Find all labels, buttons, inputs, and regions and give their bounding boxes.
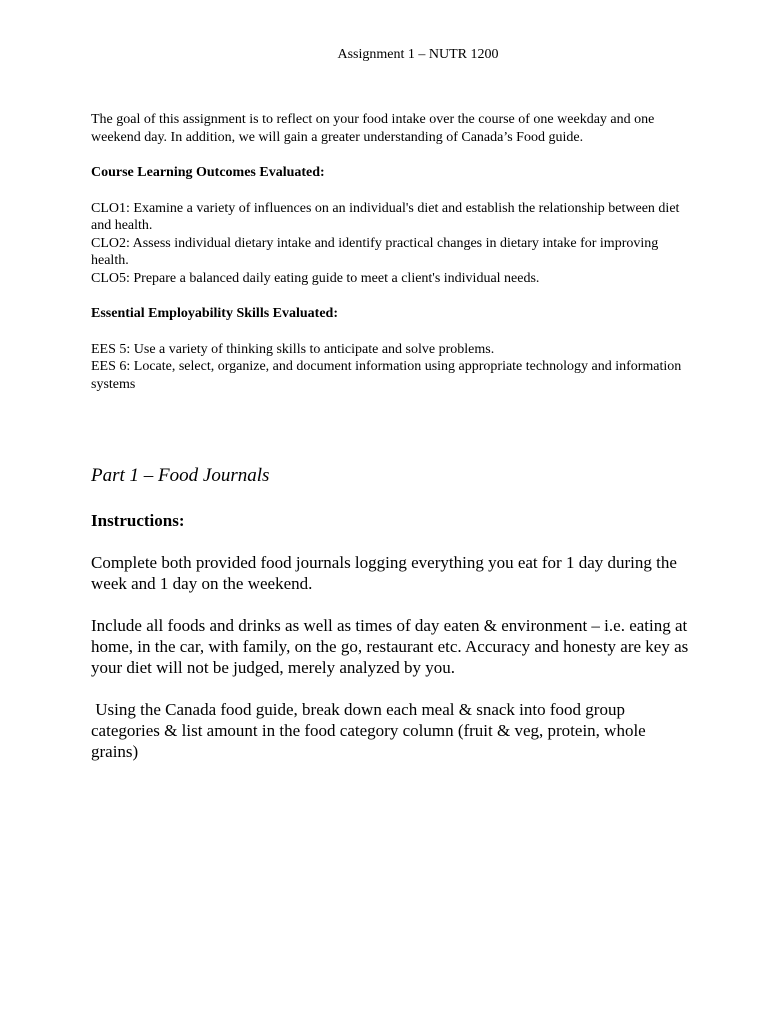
ees-heading: Essential Employability Skills Evaluated: xyxy=(91,306,338,321)
instruction-paragraph-1: Complete both provided food journals logging everything you eat for 1 day during the week and 1 day on the weekend. xyxy=(91,553,677,593)
page-header-title: Assignment 1 – NUTR 1200 xyxy=(337,47,499,62)
instruction-paragraph-3: Using the Canada food guide, break down each meal & snack into food group categories & list amount in the food category column (fruit & veg, protein, whole grains) xyxy=(91,700,650,761)
instructions-heading: Instructions: xyxy=(91,511,185,530)
document-body xyxy=(91,111,691,762)
clo-item-1: CLO1: Examine a variety of influences on an individual's diet and establish the relationship between diet and health. xyxy=(91,200,680,233)
ees-item-6: EES 6: Locate, select, organize, and document information using appropriate technology and information systems xyxy=(91,359,682,392)
clo-item-2: CLO2: Assess individual dietary intake and identify practical changes in dietary intake for improving health. xyxy=(91,235,659,268)
part-1-title: Part 1 – Food Journals xyxy=(91,465,270,486)
instruction-paragraph-2: Include all foods and drinks as well as times of day eaten & environment – i.e. eating at home, in the car, with family, on the go, restaurant etc. Accuracy and honesty are key as your diet will not be judged, merely analyzed by you. xyxy=(91,616,689,677)
ees-item-5: EES 5: Use a variety of thinking skills to anticipate and solve problems. xyxy=(91,341,495,357)
goal-paragraph: The goal of this assignment is to reflect on your food intake over the course of one weekday and one weekend day. In addition, we will gain a greater understanding of Canada’s Food guide. xyxy=(91,112,655,145)
clo-item-5: CLO5: Prepare a balanced daily eating guide to meet a client's individual needs. xyxy=(91,270,540,286)
clo-heading: Course Learning Outcomes Evaluated: xyxy=(91,165,325,180)
